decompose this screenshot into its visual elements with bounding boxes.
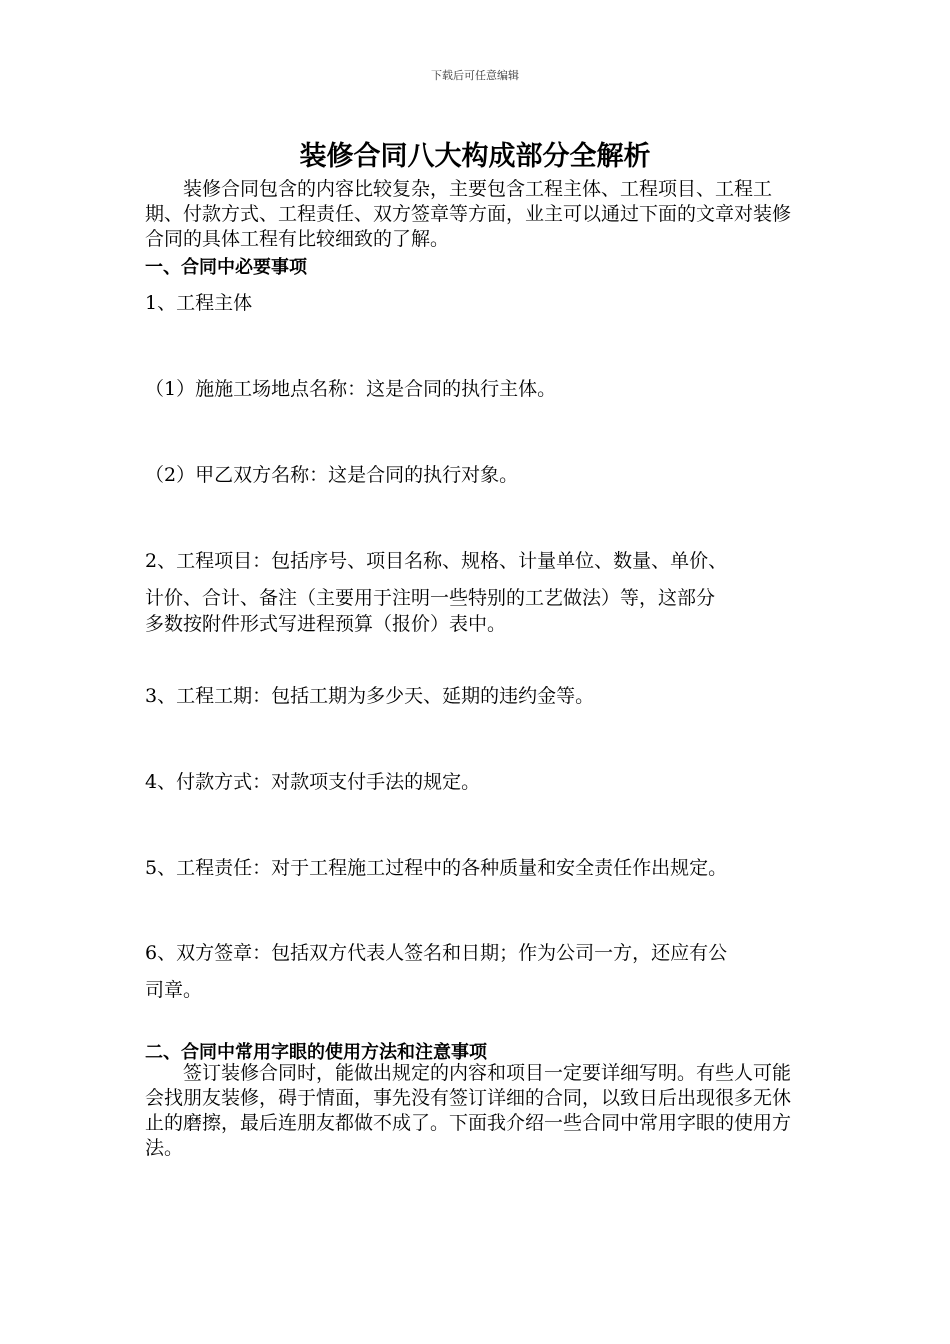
section2-paragraph: 签订装修合同时，能做出规定的内容和项目一定要详细写明。有些人可能会找朋友装修，碍于情面，事先没有签订详细的合同，以致日后出现很多无休止的磨擦，最后连朋友都做不成了。下面我介绍一些合同中常用字眼的使用方法。: [145, 1062, 792, 1159]
intro-paragraph: 装修合同包含的内容比较复杂，主要包含工程主体、工程项目、工程工期、付款方式、工程责任、双方签章等方面，业主可以通过下面的文章对装修合同的具体工程有比较细致的了解。: [145, 178, 792, 250]
page-header-note: 下载后可任意编辑: [431, 69, 519, 82]
section1-item6-line2: 司章。: [145, 979, 203, 1001]
document-title: 装修合同八大构成部分全解析: [299, 141, 651, 172]
section1-heading: 一、合同中必要事项: [145, 257, 307, 278]
section1-item1: 1、工程主体: [145, 292, 253, 314]
section1-item2-line3: 多数按附件形式写进程预算（报价）表中。: [145, 613, 507, 635]
section1-item5: 5、工程责任：对于工程施工过程中的各种质量和安全责任作出规定。: [145, 857, 728, 879]
section2-heading: 二、合同中常用字眼的使用方法和注意事项: [145, 1042, 487, 1063]
section1-item2-line1: 2、工程项目：包括序号、项目名称、规格、计量单位、数量、单价、: [145, 550, 728, 572]
section1-item1a: （1）施施工场地点名称：这是合同的执行主体。: [145, 378, 557, 400]
section1-item3: 3、工程工期：包括工期为多少天、延期的违约金等。: [145, 685, 595, 707]
section1-item4: 4、付款方式：对款项支付手法的规定。: [145, 771, 481, 793]
section1-item1b: （2）甲乙双方名称：这是合同的执行对象。: [145, 464, 519, 486]
section1-item6-line1: 6、双方签章：包括双方代表人签名和日期；作为公司一方，还应有公: [145, 942, 728, 964]
section1-item2-line2: 计价、合计、备注（主要用于注明一些特别的工艺做法）等，这部分: [145, 587, 716, 609]
